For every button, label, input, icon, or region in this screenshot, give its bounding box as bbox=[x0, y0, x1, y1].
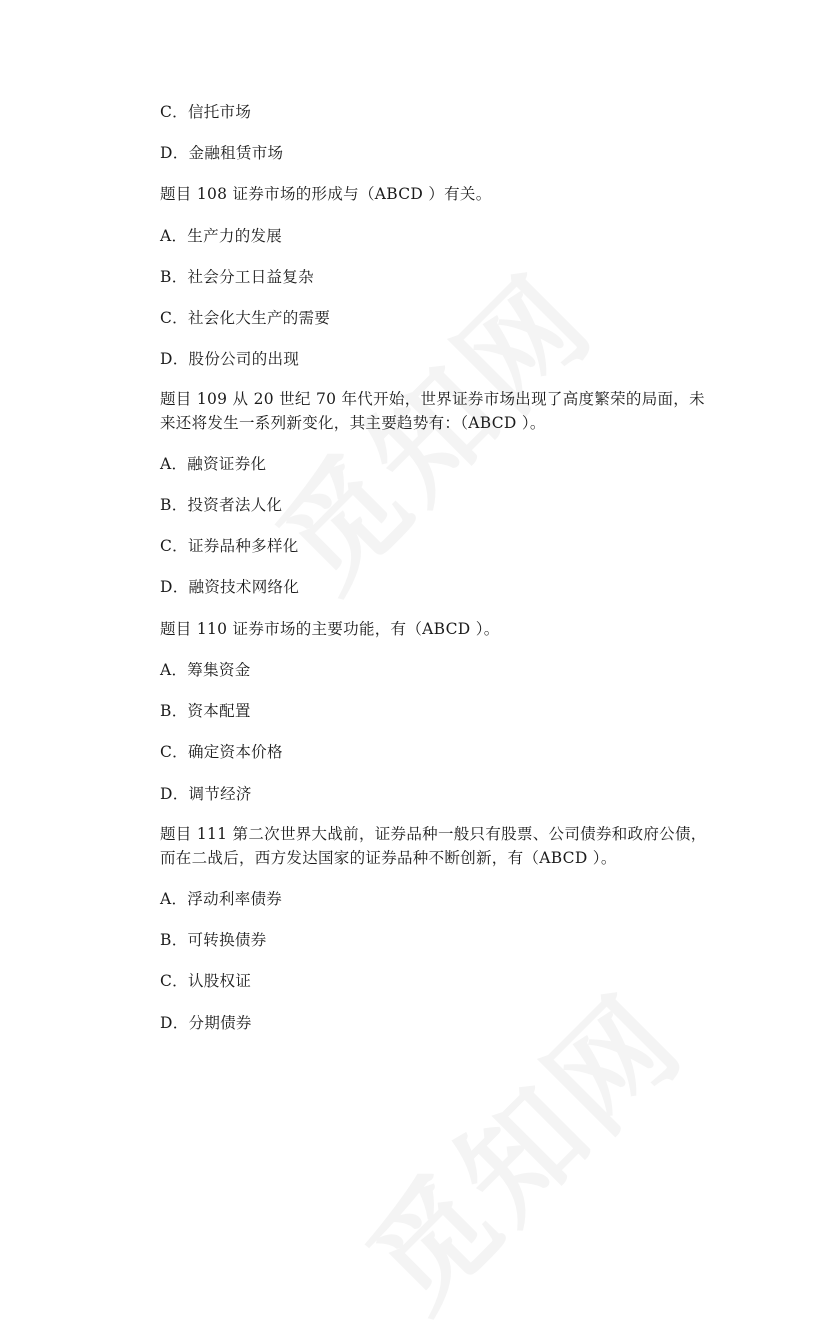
option-a-108: A．生产力的发展 bbox=[160, 227, 283, 245]
option-a-111: A．浮动利率债券 bbox=[160, 890, 283, 908]
option-c-110: C．确定资本价格 bbox=[160, 743, 283, 761]
option-b-108: B．社会分工日益复杂 bbox=[160, 268, 314, 286]
option-c-109: C．证券品种多样化 bbox=[160, 537, 299, 555]
question-109-line1: 题目 109 从 20 世纪 70 年代开始，世界证券市场出现了高度繁荣的局面，未 bbox=[160, 390, 705, 408]
option-d-108-prev: D．金融租赁市场 bbox=[160, 144, 284, 162]
option-b-109: B．投资者法人化 bbox=[160, 496, 283, 514]
question-111-line1: 题目 111 第二次世界大战前，证券品种一般只有股票、公司债券和政府公债， bbox=[160, 825, 707, 843]
question-108: 题目 108 证券市场的形成与（ABCD ）有关。 bbox=[160, 185, 492, 203]
watermark-text-bottom bbox=[325, 952, 714, 1340]
option-d-109: D．融资技术网络化 bbox=[160, 578, 300, 596]
question-110: 题目 110 证券市场的主要功能，有（ABCD ）。 bbox=[160, 620, 500, 638]
option-d-110: D．调节经济 bbox=[160, 785, 252, 803]
option-b-111: B．可转换债券 bbox=[160, 931, 267, 949]
question-109-line2: 来还将发生一系列新变化，其主要趋势有：（ABCD ）。 bbox=[160, 414, 546, 432]
option-a-109: A．融资证券化 bbox=[160, 455, 267, 473]
option-d-108: D．股份公司的出现 bbox=[160, 350, 300, 368]
option-a-110: A．筹集资金 bbox=[160, 661, 251, 679]
option-c-108: C．社会化大生产的需要 bbox=[160, 309, 331, 327]
option-b-110: B．资本配置 bbox=[160, 702, 251, 720]
option-d-111: D．分期债券 bbox=[160, 1014, 252, 1032]
option-c-111: C．认股权证 bbox=[160, 972, 252, 990]
option-c-108-prev: C．信托市场 bbox=[160, 103, 252, 121]
question-111-line2: 而在二战后，西方发达国家的证券品种不断创新，有（ABCD ）。 bbox=[160, 849, 617, 867]
